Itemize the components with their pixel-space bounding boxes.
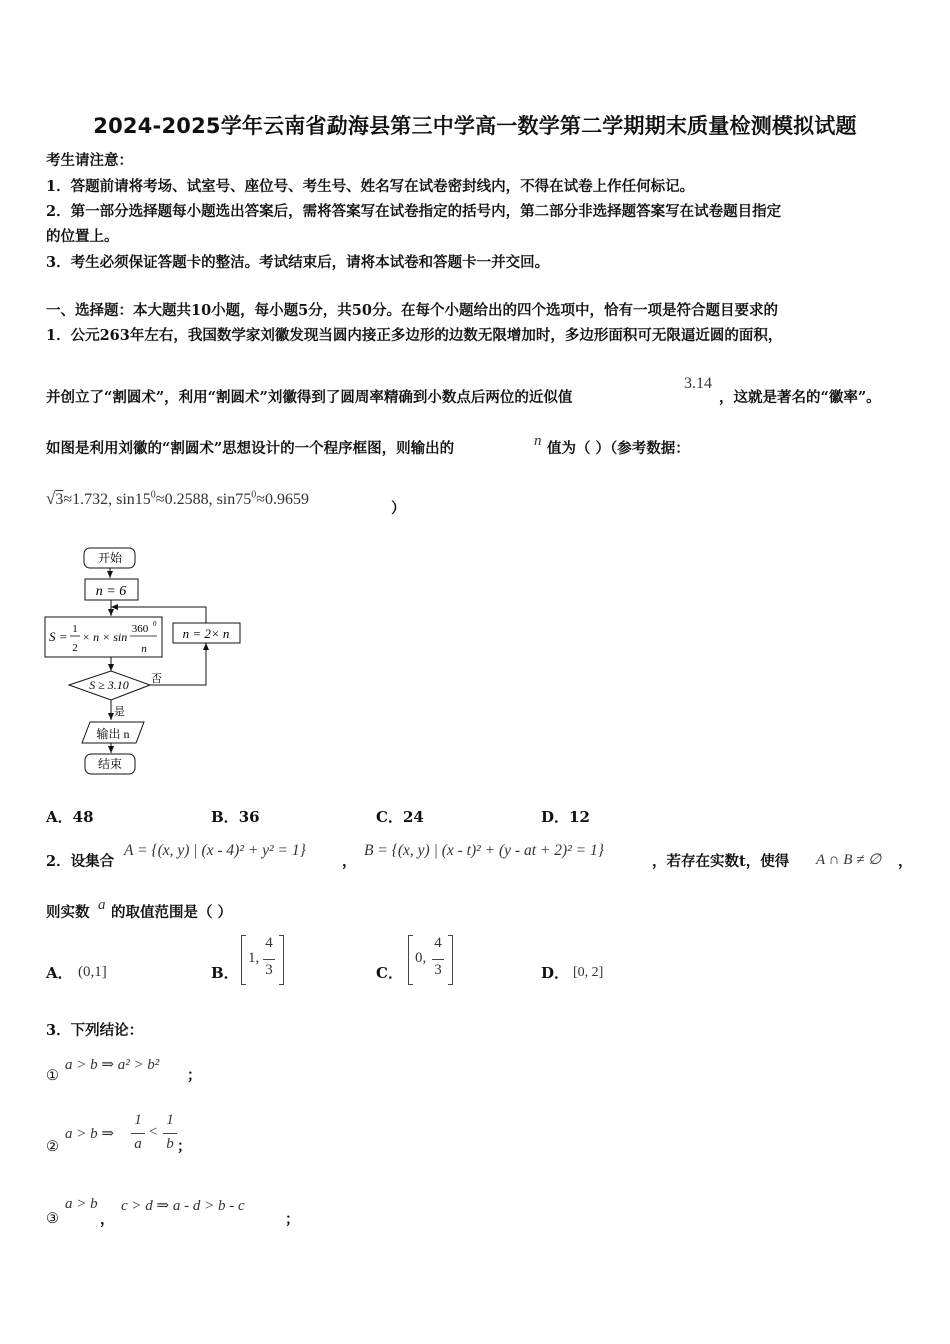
flow-half-den: 2 [72, 642, 78, 654]
ref-sqrt-arg: 3 [55, 491, 64, 508]
q2-option-b-num: 4 [265, 935, 273, 951]
q3-item2-expr [65, 1112, 185, 1160]
q2-set-b: B = {(x, y) | (x - t)² + (y - at + 2)² = 1} [364, 842, 604, 859]
notice-heading: 考生请注意： [46, 152, 133, 169]
ref-deg-2: 0 [251, 489, 257, 501]
q2-comma: ， [342, 853, 357, 870]
q3-item2-f2d: b [166, 1136, 174, 1152]
q2-line2a: 则实数 [46, 904, 90, 921]
flow-deg-num: 360 [131, 623, 149, 635]
q2-option-c-left: 0, [415, 950, 427, 966]
q2-a-symbol: a [98, 897, 106, 913]
q3-item3-mark: ③ [46, 1211, 59, 1227]
q3-item3-end: ； [285, 1211, 300, 1228]
q2-option-c-value [408, 935, 454, 985]
flow-yes-label: 是 [114, 706, 125, 718]
q1-option-b-value: 36 [238, 808, 260, 826]
flow-deg-den: n [141, 643, 147, 655]
ref-part-2: ≈0.2588, sin75 [155, 491, 252, 508]
notice-item-2-cont: 的位置上。 [46, 228, 119, 245]
q1-line3a: 如图是利用刘徽的“割圆术”思想设计的一个程序框图，则输出的 [46, 440, 455, 457]
q3-item2-lt: < [149, 1124, 158, 1140]
flow-init-label: n = 6 [95, 584, 127, 599]
flow-start-label: 开始 [97, 551, 123, 565]
q2-option-c-den: 3 [434, 962, 442, 978]
q3-item1-mark: ① [46, 1068, 59, 1084]
q1-line2a: 并创立了“割圆术”，利用“割圆术”刘徽得到了圆周率精确到小数点后两位的近似值 [46, 389, 573, 406]
q2-option-b-left: 1, [248, 950, 260, 966]
q2-option-a-value: (0,1] [78, 964, 107, 980]
q2-option-d-label[interactable]: D． [541, 964, 570, 982]
q2-option-b-den: 3 [265, 962, 273, 978]
q3-item2-left: a > b ⇒ [65, 1126, 114, 1142]
q1-option-a-label: A． [46, 808, 73, 826]
q2-option-c-num: 4 [434, 935, 442, 951]
notice-item-2: 2．第一部分选择题每小题选出答案后，需将答案写在试卷指定的括号内，第二部分非选择题答案写在试卷题目指定 [46, 203, 782, 220]
ref-deg-1: 0 [150, 489, 156, 501]
ref-part-3: ≈0.9659 [256, 491, 310, 508]
q2-suffix: ，若存在实数t，使得 [652, 853, 790, 870]
q2-option-b-value [241, 935, 287, 985]
q2-prefix: 2．设集合 [46, 853, 115, 870]
flow-output-label: 输出 n [96, 727, 130, 741]
q2-line2b: 的取值范围是（ ） [111, 904, 233, 921]
notice-item-3: 3．考生必须保证答题卡的整洁。考试结束后，请将本试卷和答题卡一并交回。 [46, 254, 550, 271]
q1-line2b: ，这就是著名的“徽率”。 [719, 389, 881, 406]
q1-reference-data: √3≈1.732, $\sin 15^0\approx 0.2588$, $\sin 75^0\approx 0.9659$ [46, 489, 310, 508]
flow-end-label: 结束 [97, 757, 123, 771]
section-heading: 一、选择题：本大题共10小题，每小题5分，共50分。在每个小题给出的四个选项中，恰有一项是符合题目要求的 [46, 302, 778, 319]
q2-condition: A ∩ B ≠ ∅ [816, 852, 882, 868]
q1-option-b-label: B． [211, 808, 239, 826]
q1-option-a-value: 48 [72, 808, 94, 826]
flow-times-n: × n × sin [82, 630, 128, 644]
q1-option-a[interactable] [46, 806, 94, 827]
q2-option-d-value: [0, 2] [573, 965, 604, 980]
flow-s-eq: S = [49, 629, 68, 644]
q1-option-d[interactable] [541, 806, 590, 827]
q1-reference-close: ） [391, 500, 406, 517]
q1-option-b[interactable] [211, 806, 260, 827]
q3-item1-end: ； [187, 1067, 202, 1084]
page-title: 2024-2025学年云南省勐海县第三中学高一数学第二学期期末质量检测模拟试题 [93, 114, 857, 138]
q1-line3b: 值为（ ）（参考数据： [547, 440, 690, 457]
ref-part-1: ≈1.732, sin15 [63, 491, 151, 508]
q1-option-d-value: 12 [569, 808, 590, 826]
q1-n-symbol: n [534, 433, 542, 449]
notice-item-1: 1．答题前请将考场、试室号、座位号、考生号、姓名写在试卷密封线内，不得在试卷上作任何标记。 [46, 178, 695, 195]
q3-item2-f2n: 1 [166, 1112, 174, 1128]
q2-option-a-label[interactable]: A． [46, 964, 73, 982]
q1-pi-value: 3.14 [684, 375, 712, 392]
q3-item1-expr: a > b ⇒ a² > b² [65, 1057, 160, 1073]
flow-cond-label: S ≥ 3.10 [89, 678, 129, 692]
q3-item3-comma: ， [100, 1211, 115, 1228]
flow-deg-sup: 0 [153, 620, 157, 628]
q3-item3-expr-a: a > b [65, 1196, 98, 1212]
flow-update-label: n = 2× n [182, 626, 230, 641]
q1-flowchart [40, 540, 250, 780]
q3-item3-expr-b: c > d ⇒ a - d > b - c [121, 1198, 245, 1214]
q3-item2-f1n: 1 [134, 1112, 142, 1128]
q2-set-a: A = {(x, y) | (x - 4)² + y² = 1} [124, 842, 306, 859]
q1-option-c[interactable] [376, 806, 424, 827]
q1-option-d-label: D． [541, 808, 570, 826]
q2-option-c-label[interactable]: C． [376, 964, 403, 982]
q3-item2-f1d: a [134, 1136, 142, 1152]
q2-option-b-label[interactable]: B． [211, 964, 239, 982]
q1-option-c-value: 24 [402, 808, 424, 826]
q3-heading: 3．下列结论： [46, 1022, 144, 1039]
q1-option-c-label: C． [376, 808, 403, 826]
q1-line1: 1．公元263年左右，我国数学家刘徽发现当圆内接正多边形的边数无限增加时，多边形面积可无限逼近圆的面积， [46, 327, 783, 344]
flow-no-label: 否 [151, 673, 162, 685]
q3-item2-end: ； [177, 1138, 192, 1155]
q3-item2-mark: ② [46, 1139, 59, 1155]
q2-end: ， [898, 853, 913, 870]
flow-half-num: 1 [72, 623, 78, 635]
